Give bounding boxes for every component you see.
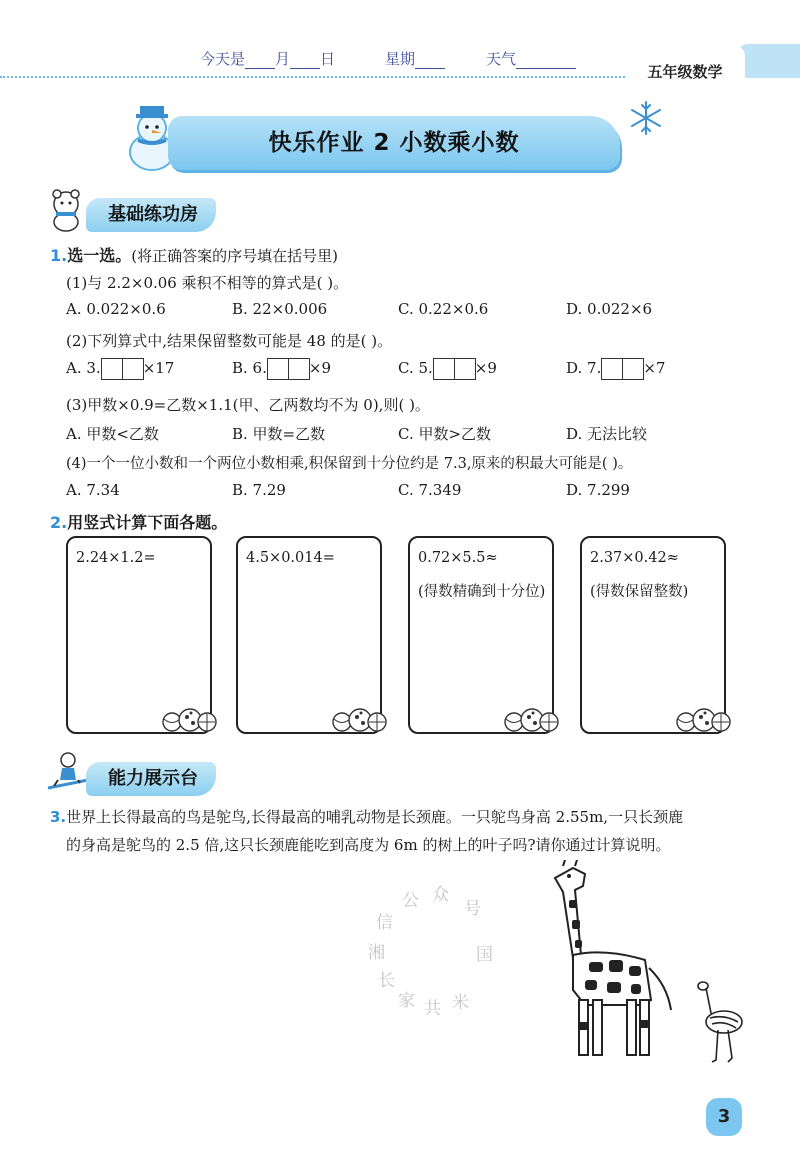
q1-instruction: (将正确答案的序号填在括号里): [131, 247, 338, 265]
digit-blank: [101, 358, 123, 380]
weekday-field: [385, 48, 445, 69]
q1-sub2-stem: (2)下列算式中,结果保留整数可能是 48 的是( )。: [66, 332, 393, 350]
q1-number: 1.: [50, 246, 68, 265]
calc-expr: 4.5×0.014=: [246, 550, 335, 566]
weather-label: 天气: [486, 50, 517, 68]
ostrich-illustration: [694, 978, 748, 1064]
weekday-label: 星期: [385, 50, 416, 68]
q1-sub4-option-c: C. 7.349: [398, 481, 462, 499]
q1-sub3-option-c: C. 甲数>乙数: [398, 425, 492, 443]
watermark-stamp: 长 家 共 米 湘 信 公 众 号 国: [368, 885, 493, 1019]
calc-box-1[interactable]: [66, 536, 212, 734]
grade-tab-strip: [738, 44, 800, 78]
q3-number: 3.: [50, 808, 67, 826]
giraffe-illustration: [545, 860, 685, 1070]
q1-title: 选一选。: [67, 246, 132, 265]
calc-box-2[interactable]: [236, 536, 382, 734]
digit-blank: [122, 358, 144, 380]
skier-icon: [44, 750, 92, 794]
q1-sub1-option-c: C. 0.22×0.6: [398, 300, 489, 318]
calc-box-4[interactable]: [580, 536, 726, 734]
today-label: 今天是: [200, 50, 246, 68]
bear-icon: [44, 186, 92, 232]
calc-expr: 2.37×0.42≈: [590, 550, 679, 566]
q1-sub2-option-b: B. 6. ×9: [232, 358, 331, 380]
calc-note: (得数保留整数): [590, 584, 689, 600]
q2-number: 2.: [50, 513, 68, 532]
month-label: 月: [275, 50, 291, 68]
q1-sub1-option-d: D. 0.022×6: [566, 300, 653, 318]
q1-sub1-option-a: A. 0.022×0.6: [66, 300, 166, 318]
page-title: 快乐作业 2 小数乘小数: [168, 116, 620, 170]
balls-icon: [330, 702, 388, 736]
section-basic-header: 基础练功房: [86, 198, 216, 232]
digit-blank: [601, 358, 623, 380]
q1-sub3-option-a: A. 甲数<乙数: [66, 425, 159, 443]
digit-blank: [433, 358, 455, 380]
digit-blank: [267, 358, 289, 380]
q1-sub2-option-c: C. 5. ×9: [398, 358, 497, 380]
digit-blank: [454, 358, 476, 380]
weather-field: [486, 48, 576, 69]
q1-sub4-option-a: A. 7.34: [66, 481, 120, 499]
q1-sub2-option-a: A. 3. ×17: [66, 358, 174, 380]
q2-header: [50, 510, 227, 533]
q1-sub3-option-d: D. 无法比较: [566, 425, 648, 443]
snowflake-icon: [628, 100, 664, 136]
calc-expr: 0.72×5.5≈: [418, 550, 498, 566]
q1-sub4-option-b: B. 7.29: [232, 481, 286, 499]
day-label: 日: [320, 50, 336, 68]
digit-blank: [622, 358, 644, 380]
page-number: 3: [706, 1098, 742, 1136]
balls-icon: [160, 702, 218, 736]
date-field: [200, 48, 335, 69]
q3-line1: 3.世界上长得最高的鸟是鸵鸟,长得最高的哺乳动物是长颈鹿。一只鸵鸟身高 2.55m,一只长颈鹿: [50, 808, 684, 826]
q1-sub2-option-d: D. 7. ×7: [566, 358, 665, 380]
q3-line2: 的身高是鸵鸟的 2.5 倍,这只长颈鹿能吃到高度为 6m 的树上的叶子吗?请你通过计算说明。: [66, 836, 671, 854]
q1-header: [50, 243, 338, 266]
calc-note: (得数精确到十分位): [418, 584, 546, 600]
balls-icon: [502, 702, 560, 736]
q1-sub4-stem: (4)一个一位小数和一个两位小数相乘,积保留到十分位约是 7.3,原来的积最大可能是( )。: [66, 456, 633, 472]
q2-title: 用竖式计算下面各题。: [67, 513, 228, 532]
q1-sub1-stem: (1)与 2.2×0.06 乘积不相等的算式是( )。: [66, 274, 349, 292]
calc-box-3[interactable]: [408, 536, 554, 734]
q1-sub4-option-d: D. 7.299: [566, 481, 630, 499]
q1-sub3-option-b: B. 甲数=乙数: [232, 425, 326, 443]
q1-sub3-stem: (3)甲数×0.9=乙数×1.1(甲、乙两数均不为 0),则( )。: [66, 396, 430, 414]
section-ability-header: 能力展示台: [86, 762, 216, 796]
digit-blank: [288, 358, 310, 380]
balls-icon: [674, 702, 732, 736]
q1-sub1-option-b: B. 22×0.006: [232, 300, 328, 318]
grade-label: 五年级数学: [625, 46, 745, 90]
calc-expr: 2.24×1.2=: [76, 550, 156, 566]
